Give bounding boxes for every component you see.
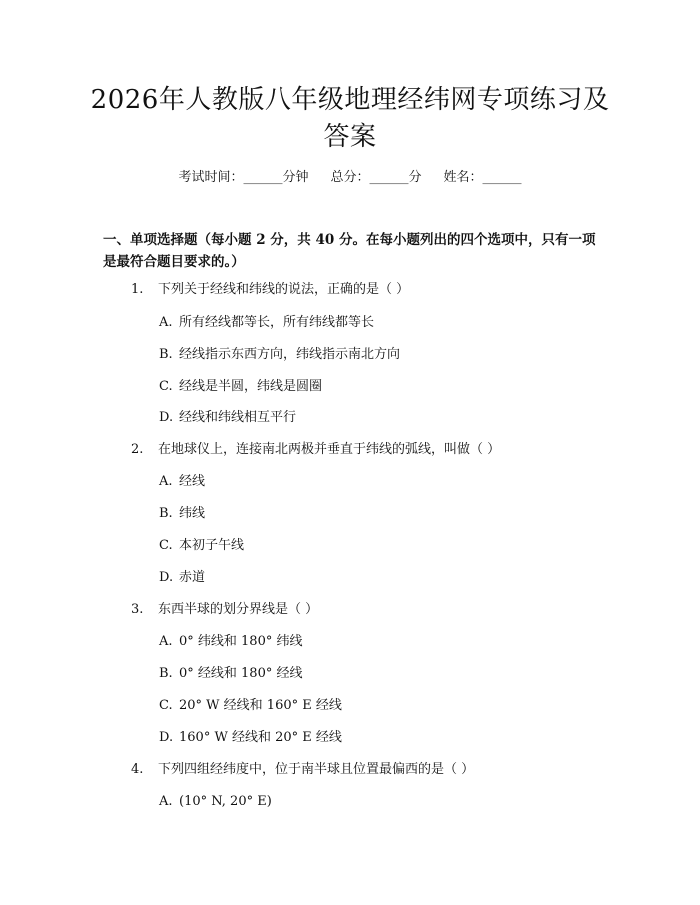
- section-heading: 一、单项选择题（每小题 2 分，共 40 分。在每小题列出的四个选项中，只有一项是最符合题目要求的。）: [103, 232, 596, 270]
- question-stem: [131, 761, 611, 779]
- answer-option: [159, 729, 599, 747]
- question-number: 4.: [131, 762, 144, 777]
- option-letter: C.: [159, 698, 173, 713]
- document-title: 2026年人教版八年级地理经纬网专项练习及答案: [90, 85, 610, 152]
- question-number: 3.: [131, 602, 144, 617]
- question-stem: [131, 441, 611, 459]
- answer-option: [159, 569, 599, 587]
- question-stem: [131, 601, 611, 619]
- question-text: 下列关于经线和纬线的说法，正确的是（ ）: [158, 282, 410, 297]
- question-stem: [131, 281, 611, 299]
- student-name-field: 姓名：______: [443, 170, 522, 185]
- answer-option: [159, 473, 599, 491]
- answer-option: [159, 505, 599, 523]
- option-text: 0° 纬线和 180° 纬线: [179, 634, 303, 649]
- option-letter: B.: [159, 347, 173, 362]
- answer-option: [159, 665, 599, 683]
- option-letter: B.: [159, 506, 173, 521]
- option-text: (10° N, 20° E): [179, 794, 272, 809]
- option-text: 160° W 经线和 20° E 经线: [179, 730, 342, 745]
- answer-option: [159, 378, 599, 396]
- question-number: 1.: [131, 282, 144, 297]
- question-text: 在地球仪上，连接南北两极并垂直于纬线的弧线，叫做（ ）: [158, 442, 501, 457]
- exam-meta-line: [0, 169, 700, 187]
- option-letter: D.: [159, 410, 174, 425]
- total-score-field: 总分：______分: [330, 170, 422, 185]
- option-text: 0° 经线和 180° 经线: [179, 666, 303, 681]
- exam-time-field: 考试时间：______分钟: [178, 170, 309, 185]
- answer-option: [159, 633, 599, 651]
- option-letter: C.: [159, 538, 173, 553]
- option-text: 20° W 经线和 160° E 经线: [179, 698, 342, 713]
- option-text: 本初子午线: [179, 538, 245, 553]
- question-text: 下列四组经纬度中，位于南半球且位置最偏西的是（ ）: [158, 762, 475, 777]
- answer-option: [159, 537, 599, 555]
- option-text: 纬线: [179, 506, 206, 521]
- answer-option: [159, 793, 599, 811]
- option-text: 赤道: [179, 570, 206, 585]
- option-text: 经线: [179, 474, 206, 489]
- answer-option: [159, 346, 599, 364]
- answer-option: [159, 409, 599, 427]
- option-letter: A.: [159, 794, 173, 809]
- option-letter: D.: [159, 570, 174, 585]
- option-letter: A.: [159, 634, 173, 649]
- question-text: 东西半球的划分界线是（ ）: [158, 602, 319, 617]
- option-letter: B.: [159, 666, 173, 681]
- option-text: 经线指示东西方向，纬线指示南北方向: [179, 347, 401, 362]
- option-letter: D.: [159, 730, 174, 745]
- option-letter: A.: [159, 315, 173, 330]
- option-text: 所有经线都等长，所有纬线都等长: [179, 315, 375, 330]
- option-text: 经线和纬线相互平行: [179, 410, 297, 425]
- question-number: 2.: [131, 442, 144, 457]
- answer-option: [159, 697, 599, 715]
- option-letter: A.: [159, 474, 173, 489]
- option-letter: C.: [159, 379, 173, 394]
- option-text: 经线是半圆，纬线是圆圈: [179, 379, 323, 394]
- answer-option: [159, 314, 599, 332]
